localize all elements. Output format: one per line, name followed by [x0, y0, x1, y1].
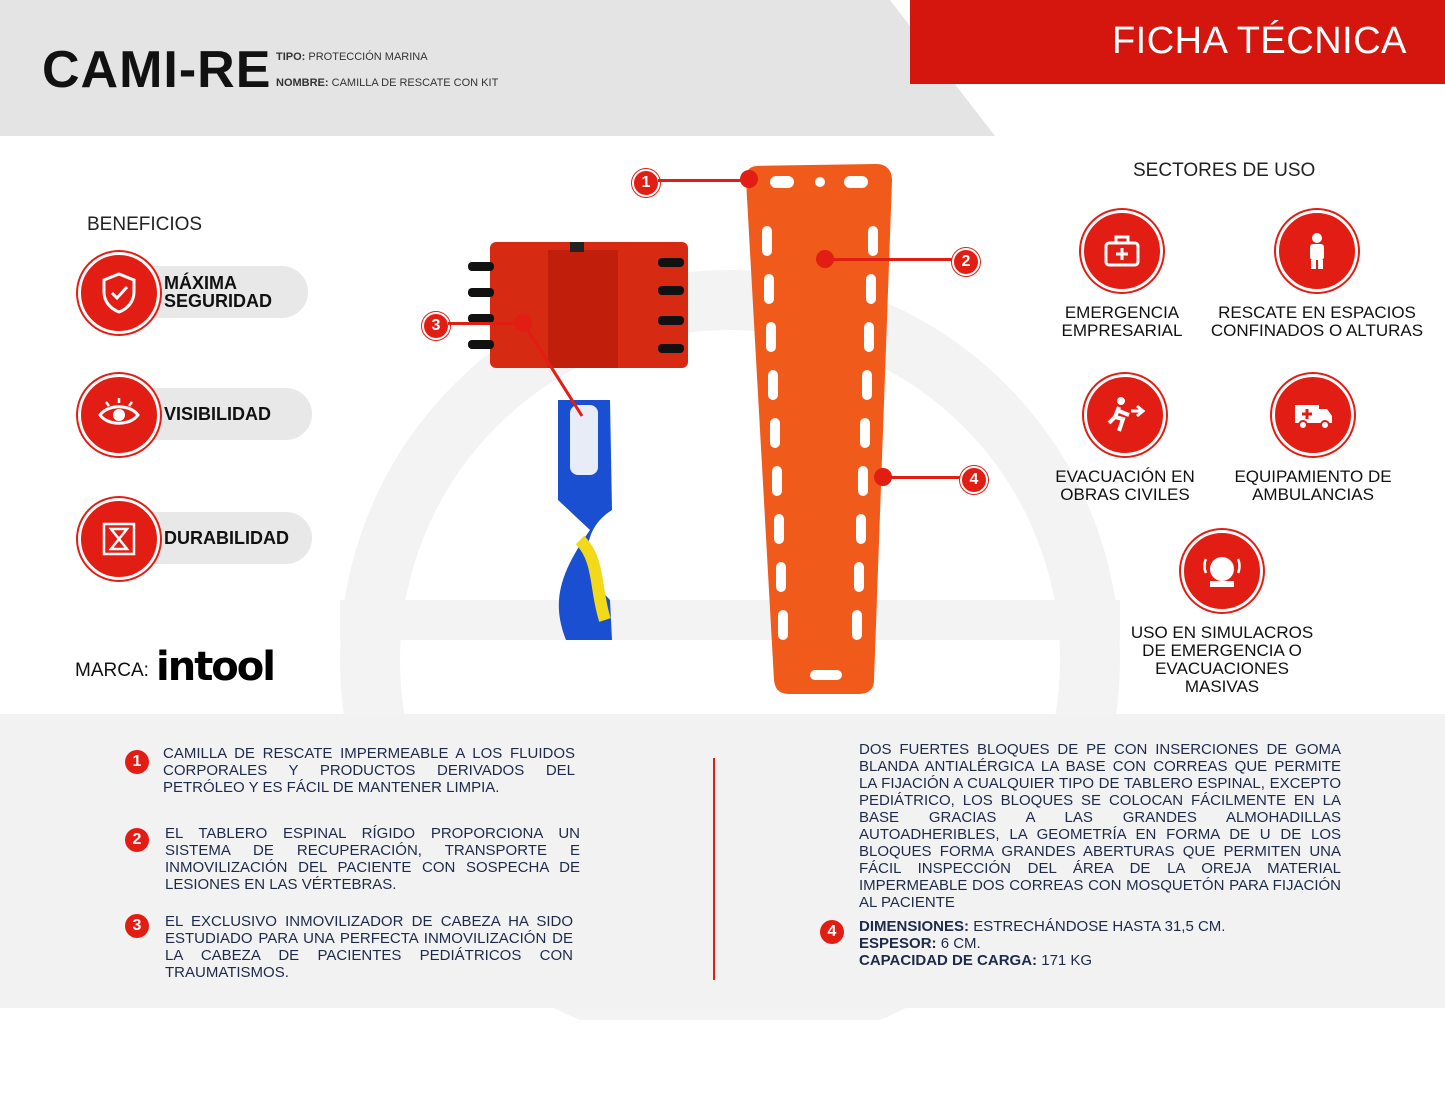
hourglass-icon — [78, 498, 160, 580]
description-2: EL TABLERO ESPINAL RÍGIDO PROPORCIONA UN SISTEMA DE RECUPERACIÓN, TRANSPORTE E INMOVILIZACIÓN DEL PACIENTE CON SOSPECHA DE LESIONES EN LAS VÉRTEBRAS. — [165, 825, 580, 893]
callout-line-1 — [658, 179, 752, 182]
beneficios-title: BENEFICIOS — [87, 214, 203, 235]
capacidad-line: CAPACIDAD DE CARGA: 171 KG — [859, 952, 1093, 969]
benefit-durabilidad — [78, 498, 318, 578]
desc-number-3: 3 — [125, 914, 149, 938]
callout-4: 4 — [960, 466, 988, 494]
sector-ambulancias — [1198, 374, 1428, 504]
description-3-blocks: DOS FUERTES BLOQUES DE PE CON INSERCIONES DE GOMA BLANDA ANTIALÉRGICA LA BASE CON CORREAS QUE PERMITE LA FIJACIÓN A CUALQUIER TIPO DE TABLERO ESPINAL, EXCEPTO PEDIÁTRICO, LOS BLOQUES SE COLOCAN FÁCILMENTE EN LA BASE GRACIAS A LAS GRANDES ALMOHADILLAS AUTOADHERIBLES, LA GEOMETRÍA EN FORMA DE U DE LOS BLOQUES FORMA GRANDES ABERTURAS QUE PERMITEN UNA FÁCIL INSPECCIÓN DEL ÁREA DE LA OREJA MATERIAL IMPERMEABLE DOS CORREAS CON MOSQUETÓN PARA FIJACIÓN AL PACIENTE — [859, 741, 1341, 911]
marca-label: MARCA: — [75, 660, 149, 681]
model-title: CAMI-RE — [42, 41, 272, 99]
benefit-visibilidad — [78, 374, 318, 454]
desc-number-1: 1 — [125, 750, 149, 774]
benefit-label: VISIBILIDAD — [164, 404, 272, 424]
banner-title: FICHA TÉCNICA — [1111, 20, 1407, 62]
callout-line-3 — [448, 322, 520, 325]
sectores-title: SECTORES DE USO — [1133, 160, 1316, 181]
sector-simulacros — [1107, 530, 1337, 696]
first-aid-kit-icon — [1081, 210, 1163, 292]
emergency-exit-icon — [1084, 374, 1166, 456]
callout-dot-1 — [740, 170, 758, 188]
ambulance-icon — [1272, 374, 1354, 456]
callout-3: 3 — [422, 312, 450, 340]
callout-dot-2 — [816, 250, 834, 268]
rescue-worker-icon — [1276, 210, 1358, 292]
desc-number-2: 2 — [125, 828, 149, 852]
brand-logo: intool — [156, 644, 274, 690]
column-divider — [713, 758, 715, 980]
description-1: CAMILLA DE RESCATE IMPERMEABLE A LOS FLUIDOS CORPORALES Y PRODUCTOS DERIVADOS DEL PETRÓLEO Y ES FÁCIL DE MANTENER LIMPIA. — [163, 745, 575, 796]
sector-label: RESCATE EN ESPACIOS CONFINADOS O ALTURAS — [1210, 303, 1424, 340]
sector-label: EVACUACIÓN EN OBRAS CIVILES — [1055, 467, 1195, 504]
sector-rescate-espacios — [1202, 210, 1432, 340]
sector-label: USO EN SIMULACROS DE EMERGENCIA O EVACUACIONES MASIVAS — [1130, 623, 1314, 696]
callout-line-4 — [884, 476, 960, 479]
tipo-line: TIPO: PROTECCIÓN MARINA — [276, 51, 428, 63]
benefit-seguridad — [78, 252, 318, 332]
eye-icon — [78, 374, 160, 456]
callout-2: 2 — [952, 248, 980, 276]
callout-dot-4 — [874, 468, 892, 486]
callout-line-2 — [826, 258, 952, 261]
callout-1: 1 — [632, 169, 660, 197]
sector-label: EMERGENCIA EMPRESARIAL — [1061, 303, 1183, 340]
ficha-tecnica-banner — [910, 0, 1445, 84]
description-3: EL EXCLUSIVO INMOVILIZADOR DE CABEZA HA SIDO ESTUDIADO PARA UNA PERFECTA INMOVILIZACIÓN DE LA CABEZA DE PACIENTES PEDIÁTRICOS CON TRAUMATISMOS. — [165, 913, 573, 981]
nombre-line: NOMBRE: CAMILLA DE RESCATE CON KIT — [276, 77, 499, 89]
head-immobilizer-base — [558, 400, 612, 640]
alarm-bell-icon — [1181, 530, 1263, 612]
benefit-label: DURABILIDAD — [164, 528, 289, 548]
callout-line-3b — [520, 320, 590, 420]
dimensions-line: DIMENSIONES: ESTRECHÁNDOSE HASTA 31,5 CM. — [859, 918, 1226, 935]
desc-number-4: 4 — [820, 920, 844, 944]
sector-label: EQUIPAMIENTO DE AMBULANCIAS — [1234, 467, 1392, 504]
spine-board — [746, 164, 892, 694]
benefit-label: MÁXIMA SEGURIDAD — [164, 273, 273, 311]
espesor-line: ESPESOR: 6 CM. — [859, 935, 981, 952]
dimensions-block — [859, 918, 1225, 969]
shield-check-icon — [78, 252, 160, 334]
product-illustration — [430, 150, 990, 700]
